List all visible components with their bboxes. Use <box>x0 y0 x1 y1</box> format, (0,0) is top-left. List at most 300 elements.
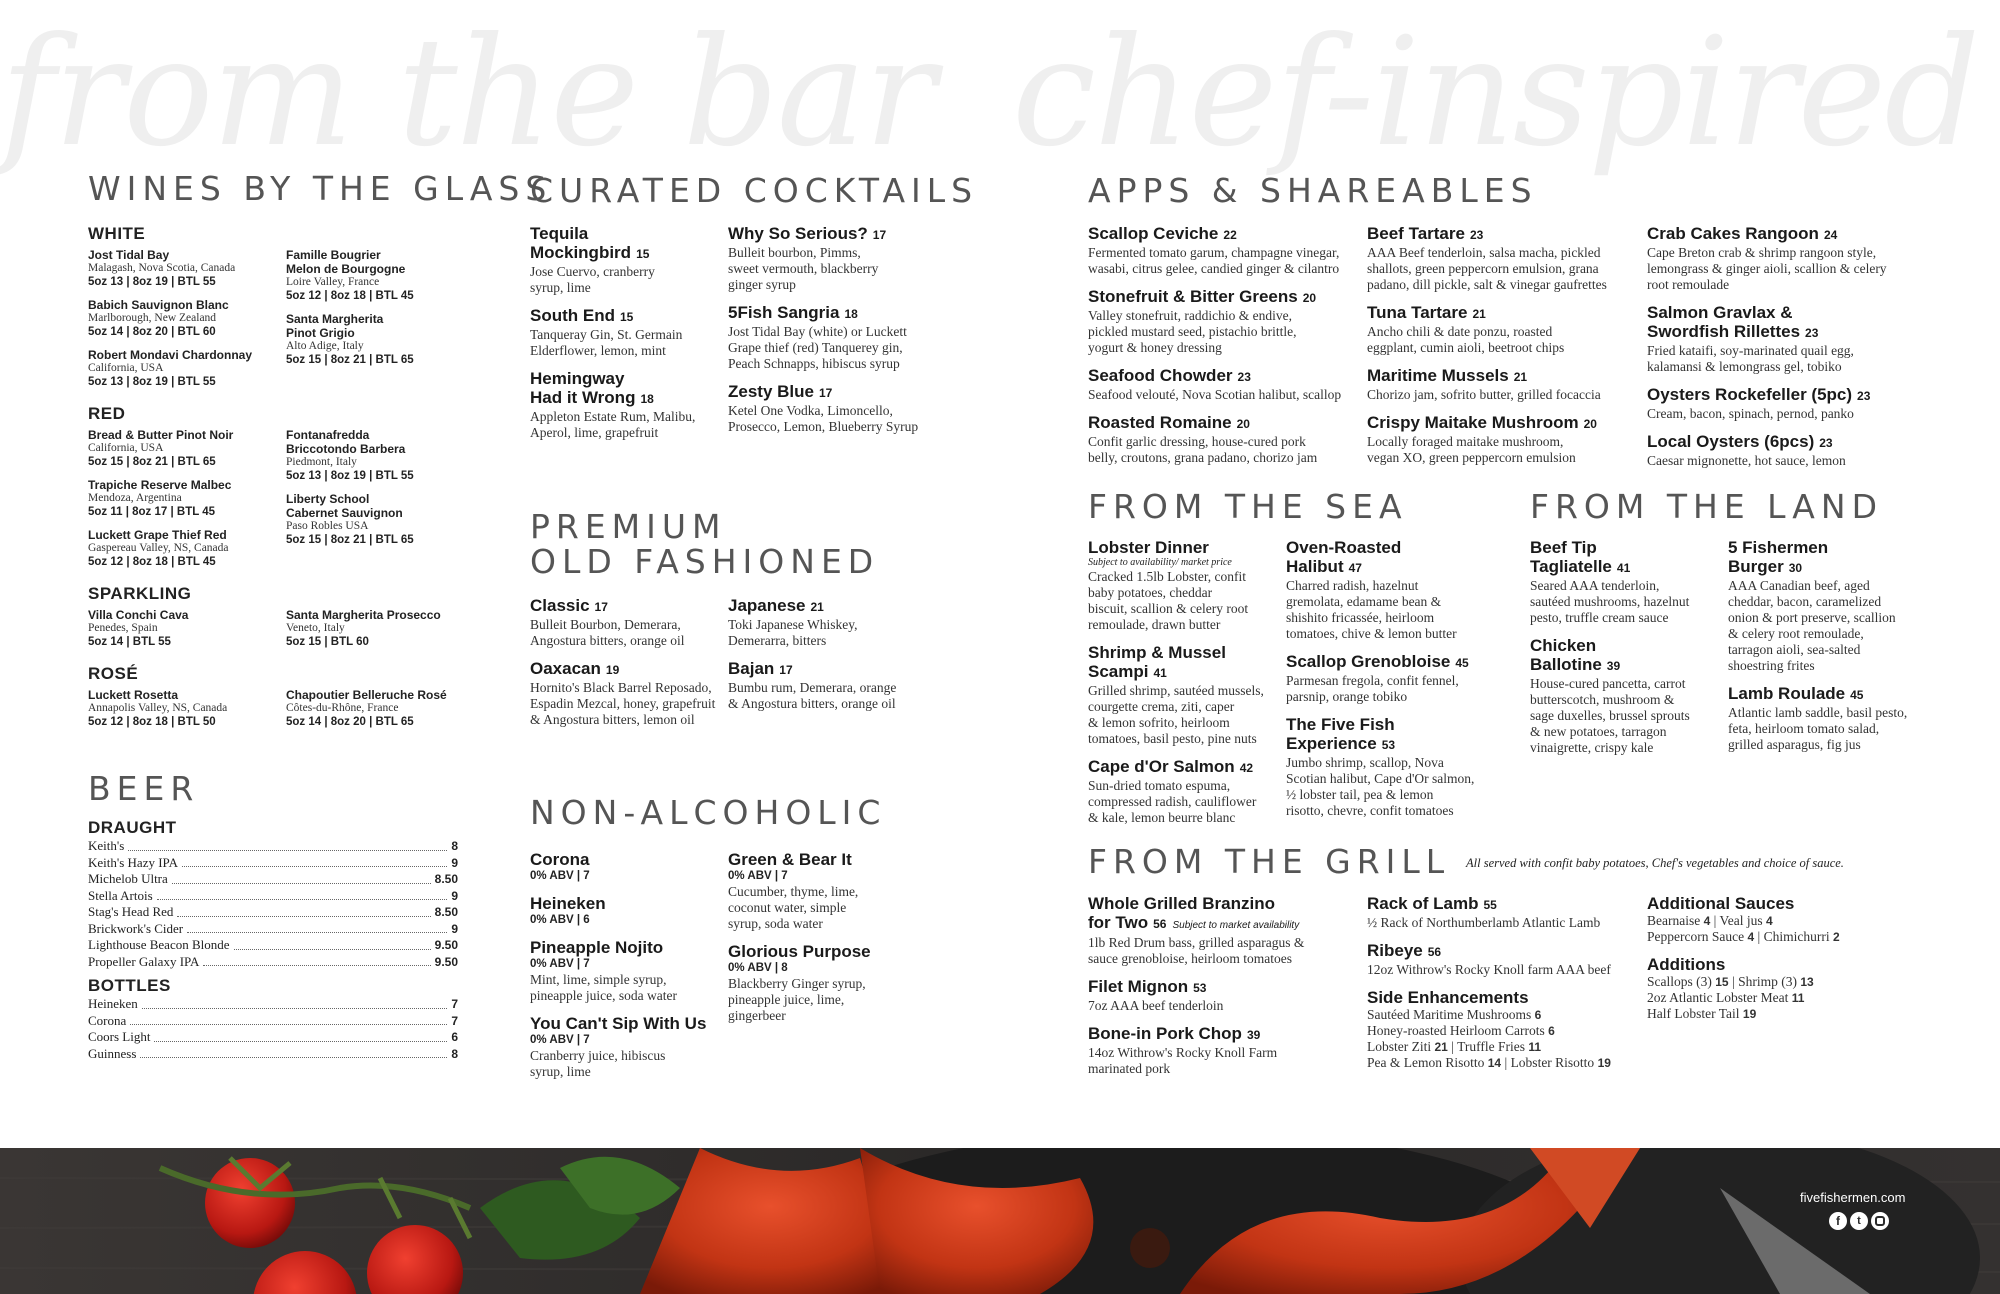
item-desc: Locally foraged maitake mushroom, vegan XO, green peppercorn emulsion <box>1367 434 1576 465</box>
beer-price: 9.50 <box>434 954 458 969</box>
line-text: Bearnaise <box>1647 913 1704 928</box>
facebook-icon[interactable]: f <box>1829 1212 1847 1230</box>
menu-item <box>728 659 928 712</box>
wine-region: Loire Valley, France <box>286 276 380 288</box>
beer-name: Propeller Galaxy IPA <box>88 953 200 969</box>
item-price: 47 <box>1348 561 1362 575</box>
cocktails-title: CURATED COCKTAILS <box>530 171 979 210</box>
wine-name: Robert Mondavi Chardonnay <box>88 348 253 362</box>
menu-item <box>1530 538 1725 626</box>
beer-name: Lighthouse Beacon Blonde <box>88 937 230 952</box>
menu-item <box>1286 715 1486 819</box>
wine-column <box>286 428 484 578</box>
beer-row <box>88 921 458 938</box>
price-line: Lobster Ziti 21 | Truffle Fries 11 <box>1367 1039 1542 1054</box>
wine-group-label: SPARKLING <box>88 584 192 603</box>
item-desc: Mint, lime, simple syrup, pineapple juice, soda water <box>530 972 677 1003</box>
old-fashioned-title: PREMIUM OLD FASHIONED <box>530 507 880 581</box>
wine-price: 5oz 15 | 8oz 21 | BTL 65 <box>88 456 216 468</box>
beer-row <box>88 871 458 888</box>
wine-region: Malagash, Nova Scotia, Canada <box>88 262 236 274</box>
sea-col-2 <box>1286 538 1486 829</box>
item-price: 19 <box>605 663 620 677</box>
item-name: Beef Tip Tagliatelle 41 <box>1530 538 1631 576</box>
line-text: Lobster Ziti <box>1367 1039 1435 1054</box>
item-name: Oysters Rockefeller (5pc) 23 <box>1647 385 1871 404</box>
beer-name: Heineken <box>88 996 138 1011</box>
beer-price: 8.50 <box>434 872 458 886</box>
wine-column <box>88 608 286 658</box>
item-desc: Charred radish, hazelnut gremolata, edamame bean & shishito fricassée, heirloom tomatoes, chive & lemon butter <box>1286 578 1457 641</box>
item-price: 23 <box>1805 326 1819 340</box>
item-desc: Grilled shrimp, sautéed mussels, courgette crema, ziti, caper & lemon sofrito, heirloom tomatoes, basil pesto, pine nuts <box>1088 683 1264 746</box>
side-enhancements-list <box>1367 1007 1642 1071</box>
wine-item <box>88 428 286 469</box>
leader-dots <box>154 1041 447 1042</box>
menu-item <box>1367 941 1642 978</box>
wine-region: Mendoza, Argentina <box>88 492 182 504</box>
wine-name: Liberty School Cabernet Sauvignon <box>286 492 403 520</box>
instagram-icon[interactable] <box>1871 1212 1889 1230</box>
leader-dots <box>140 1057 447 1058</box>
item-price: 20 <box>1302 291 1317 305</box>
wine-group-label: WHITE <box>88 224 146 243</box>
item-desc: Tanqueray Gin, St. Germain Elderflower, lemon, mint <box>530 327 683 358</box>
menu-item <box>1728 684 1928 753</box>
wine-price: 5oz 13 | 8oz 19 | BTL 55 <box>88 376 216 388</box>
side-enhancements-title: Side Enhancements <box>1367 988 1529 1007</box>
item-note: Subject to market availability <box>1172 920 1300 931</box>
item-price: 45 <box>1850 688 1864 702</box>
item-desc: Seafood velouté, Nova Scotian halibut, scallop <box>1088 387 1342 402</box>
menu-item <box>1088 977 1363 1014</box>
item-desc: Cucumber, thyme, lime, coconut water, simple syrup, soda water <box>728 884 859 931</box>
item-desc: Cream, bacon, spinach, pernod, panko <box>1647 406 1854 421</box>
item-desc: Jumbo shrimp, scallop, Nova Scotian halibut, Cape d'Or salmon, ½ lobster tail, pea & lemon risotto, chevre, confit tomatoes <box>1286 755 1475 818</box>
line-text: Honey-roasted Heirloom Carrots <box>1367 1023 1549 1038</box>
item-abv: 0% ABV | 7 <box>530 870 590 882</box>
draught-label: DRAUGHT <box>88 818 177 837</box>
menu-item <box>1728 538 1928 674</box>
item-name: Bajan 17 <box>728 659 793 678</box>
wine-column <box>88 428 286 578</box>
social-icons <box>1829 1212 1889 1230</box>
item-desc: House-cured pancetta, carrot butterscotch, mushroom & sage duxelles, brussel sprouts & new potatoes, tarragon vinaigrette, crispy kale <box>1530 676 1690 755</box>
beer-row <box>88 996 458 1013</box>
line-price: 2 <box>1832 930 1840 944</box>
item-price: 23 <box>1819 436 1833 450</box>
apps-title: APPS & SHAREABLES <box>1088 171 1538 210</box>
wine-price: 5oz 12 | 8oz 18 | BTL 45 <box>286 290 414 302</box>
item-price: 15 <box>636 247 650 261</box>
menu-item <box>1647 303 1922 375</box>
item-price: 39 <box>1606 659 1621 673</box>
wine-price: 5oz 13 | 8oz 19 | BTL 55 <box>88 276 216 288</box>
item-price: 39 <box>1246 1028 1261 1042</box>
beer-price: 9 <box>451 921 458 936</box>
old-fashioned-left <box>530 596 725 738</box>
item-desc: Appleton Estate Rum, Malibu, Aperol, lime, grapefruit <box>530 409 696 440</box>
item-price: 21 <box>1472 307 1486 321</box>
wine-region: Veneto, Italy <box>286 622 345 634</box>
menu-item <box>1088 287 1363 356</box>
item-desc: Fried kataifi, soy-marinated quail egg, kalamansi & lemongrass gel, tobiko <box>1647 343 1854 374</box>
item-name: Chicken Ballotine 39 <box>1530 636 1621 674</box>
item-price: 17 <box>594 600 608 614</box>
bottles-label: BOTTLES <box>88 976 171 995</box>
item-name: Oaxacan 19 <box>530 659 620 678</box>
wine-item <box>88 688 286 729</box>
item-name: Tuna Tartare 21 <box>1367 303 1486 322</box>
beer-title: BEER <box>88 769 200 808</box>
beer-row <box>88 1029 458 1046</box>
beer-name: Keith's <box>88 838 125 853</box>
menu-item <box>1088 366 1363 403</box>
twitter-icon[interactable]: t <box>1850 1212 1868 1230</box>
item-desc: 1lb Red Drum bass, grilled asparagus & sauce grenobloise, heirloom tomatoes <box>1088 935 1305 966</box>
menu-item <box>1367 413 1642 466</box>
beer-name: Keith's Hazy IPA <box>88 854 178 870</box>
line-text: Half Lobster Tail <box>1647 1006 1743 1021</box>
item-name: Lamb Roulade 45 <box>1728 684 1864 703</box>
footer-photo-band <box>0 1148 2000 1294</box>
item-name: Zesty Blue 17 <box>728 382 833 401</box>
wine-price: 5oz 11 | 8oz 17 | BTL 45 <box>88 506 216 518</box>
leader-dots <box>130 1024 447 1025</box>
wine-name: Famille Bougrier Melon de Bourgogne <box>286 248 406 276</box>
wine-region: Côtes-du-Rhône, France <box>286 702 399 714</box>
wine-name: Chapoutier Belleruche Rosé <box>286 688 447 702</box>
wine-region: California, USA <box>88 362 164 374</box>
wine-price: 5oz 13 | 8oz 19 | BTL 55 <box>286 470 414 482</box>
line-price: 13 <box>1800 975 1814 989</box>
item-name: Crab Cakes Rangoon 24 <box>1647 224 1838 243</box>
item-desc: ½ Rack of Northumberlamb Atlantic Lamb <box>1367 915 1601 930</box>
grill-col-1 <box>1088 894 1363 1087</box>
grill-col-3 <box>1647 894 1927 1022</box>
cocktails-left <box>530 224 725 451</box>
item-desc: Bulleit bourbon, Pimms, sweet vermouth, blackberry ginger syrup <box>728 245 879 292</box>
wine-name: Babich Sauvignon Blanc <box>88 298 229 312</box>
item-abv: 0% ABV | 7 <box>530 1034 590 1046</box>
item-price: 41 <box>1616 561 1631 575</box>
item-desc: Parmesan fregola, confit fennel, parsnip, orange tobiko <box>1286 673 1459 704</box>
leader-dots <box>157 899 448 900</box>
menu-item <box>728 303 928 372</box>
wine-region: Piedmont, Italy <box>286 456 357 468</box>
wine-price: 5oz 15 | 8oz 21 | BTL 65 <box>286 354 414 366</box>
item-price: 41 <box>1153 666 1167 680</box>
line-price: 6 <box>1548 1024 1555 1038</box>
item-name: Rack of Lamb 55 <box>1367 894 1497 913</box>
item-desc: Sun-dried tomato espuma, compressed radish, cauliflower & kale, lemon beurre blanc <box>1088 778 1257 825</box>
beer-price: 8.50 <box>434 905 458 919</box>
item-price: 45 <box>1455 656 1469 670</box>
draught-list <box>88 838 458 970</box>
item-abv: 0% ABV | 7 <box>530 958 590 970</box>
wine-region: Marlborough, New Zealand <box>88 312 217 324</box>
item-name: Glorious Purpose <box>728 942 871 961</box>
item-price: 23 <box>1237 370 1251 384</box>
item-price: 53 <box>1193 981 1207 995</box>
price-line <box>1367 1007 1642 1023</box>
line-price: 21 <box>1434 1040 1448 1054</box>
item-price: 21 <box>1513 370 1528 384</box>
wine-name: Villa Conchi Cava <box>88 608 189 622</box>
item-price: 55 <box>1483 898 1497 912</box>
leader-dots <box>128 850 447 851</box>
beer-price: 7 <box>451 1013 458 1028</box>
beer-row <box>88 1013 458 1030</box>
menu-item <box>728 850 928 932</box>
menu-item <box>1088 643 1283 747</box>
wine-name: Santa Margherita Prosecco <box>286 608 441 622</box>
line-text: Truffle Fries <box>1457 1039 1529 1054</box>
wine-group-label: RED <box>88 404 126 423</box>
menu-item <box>530 596 725 649</box>
non-alcoholic-left <box>530 850 725 1090</box>
wine-column <box>286 608 484 658</box>
line-text: 2oz Atlantic Lobster Meat <box>1647 990 1792 1005</box>
item-name: The Five Fish Experience 53 <box>1286 715 1396 753</box>
wine-column <box>286 248 484 398</box>
menu-item <box>1088 538 1283 633</box>
line-text: Sautéed Maritime Mushrooms <box>1367 1007 1535 1022</box>
item-desc: Ketel One Vodka, Limoncello, Prosecco, Lemon, Blueberry Syrup <box>728 403 919 434</box>
item-desc: Bulleit Bourbon, Demerara, Angostura bitters, orange oil <box>530 617 685 648</box>
beer-price: 7 <box>451 997 458 1011</box>
grill-col-2 <box>1367 894 1642 1071</box>
item-desc: Seared AAA tenderloin, sautéed mushrooms, hazelnut pesto, truffle cream sauce <box>1530 578 1690 625</box>
wine-price: 5oz 14 | 8oz 20 | BTL 60 <box>88 326 216 338</box>
menu-item <box>530 894 725 928</box>
menu-item <box>728 596 928 649</box>
wine-price: 5oz 12 | 8oz 18 | BTL 50 <box>88 716 216 728</box>
line-text: Scallops (3) <box>1647 974 1716 989</box>
item-desc: AAA Beef tenderloin, salsa macha, pickled shallots, green peppercorn emulsion, grana padano, dill pickle, salt & vinegar gaufrettes <box>1367 245 1607 292</box>
leader-dots <box>182 866 447 867</box>
line-text: Chimichurri <box>1763 929 1833 944</box>
leader-dots <box>142 1008 448 1009</box>
item-price: 21 <box>810 600 824 614</box>
wine-name: Jost Tidal Bay <box>88 248 170 262</box>
wine-name: Luckett Grape Thief Red <box>88 528 227 542</box>
item-name: Local Oysters (6pcs) 23 <box>1647 432 1833 451</box>
additional-sauces-title: Additional Sauces <box>1647 894 1795 913</box>
beer-name: Stag's Head Red <box>88 904 174 919</box>
line-text: Shrimp (3) <box>1738 974 1801 989</box>
item-name: Stonefruit & Bitter Greens 20 <box>1088 287 1317 306</box>
wine-item <box>286 428 484 483</box>
item-name: Filet Mignon 53 <box>1088 977 1207 996</box>
item-name: Classic 17 <box>530 596 608 615</box>
item-price: 17 <box>779 663 793 677</box>
item-name: Why So Serious? 17 <box>728 224 887 243</box>
bottles-list <box>88 996 458 1062</box>
backdrop-chef-inspired: chef-inspired <box>1012 6 1979 180</box>
apps-col-3 <box>1647 224 1922 479</box>
beer-row <box>88 904 458 921</box>
item-desc: Cranberry juice, hibiscus syrup, lime <box>530 1048 666 1079</box>
menu-item <box>1367 303 1642 356</box>
additional-sauces-list <box>1647 913 1927 945</box>
leader-dots <box>172 883 431 884</box>
land-col-1 <box>1530 538 1725 766</box>
item-name: Roasted Romaine 20 <box>1088 413 1250 432</box>
leader-dots <box>187 932 447 933</box>
wine-group <box>88 608 488 658</box>
item-desc: Blackberry Ginger syrup, pineapple juice, lime, gingerbeer <box>728 976 866 1023</box>
wine-item <box>88 348 286 389</box>
item-abv: 0% ABV | 8 <box>728 962 788 974</box>
wine-region: Penedes, Spain <box>88 622 158 634</box>
menu-item <box>1088 757 1283 826</box>
item-desc: AAA Canadian beef, aged cheddar, bacon, caramelized onion & port preserve, scallion & celery root remoulade, tarragon aioli, sea-salted shoestring frites <box>1728 578 1896 673</box>
item-name: Shrimp & Mussel Scampi 41 <box>1088 643 1226 681</box>
item-abv: 0% ABV | 7 <box>728 870 788 882</box>
beer-row <box>88 855 458 872</box>
item-abv: 0% ABV | 6 <box>530 914 590 926</box>
item-desc: Jost Tidal Bay (white) or Luckett Grape thief (red) Tanquerey gin, Peach Schnapps, hibiscus syrup <box>728 324 907 371</box>
item-desc: Atlantic lamb saddle, basil pesto, feta, heirloom tomato salad, grilled asparagus, fig jus <box>1728 705 1908 752</box>
item-name: Bone-in Pork Chop 39 <box>1088 1024 1261 1043</box>
item-name: South End 15 <box>530 306 634 325</box>
item-name: Oven-Roasted Halibut 47 <box>1286 538 1402 576</box>
leader-dots <box>177 916 430 917</box>
backdrop-from-the-bar: from the bar <box>0 6 934 180</box>
menu-item <box>1088 413 1363 466</box>
item-name: 5Fish Sangria 18 <box>728 303 858 322</box>
item-desc: Cape Breton crab & shrimp rangoon style, lemongrass & ginger aioli, scallion & celery root remoulade <box>1647 245 1887 292</box>
website-link[interactable]: fivefishermen.com <box>1800 1190 1906 1205</box>
line-price: 4 <box>1766 914 1773 928</box>
line-text: Pea & Lemon Risotto <box>1367 1055 1488 1070</box>
beer-name: Corona <box>88 1012 127 1028</box>
menu-item <box>1647 432 1922 469</box>
beer-price: 6 <box>451 1030 458 1044</box>
beer-price: 8 <box>451 1046 458 1061</box>
wines-section <box>88 224 488 744</box>
grill-note: All served with confit baby potatoes, Chef's vegetables and choice of sauce. <box>1466 856 1844 870</box>
apps-col-1 <box>1088 224 1363 476</box>
leader-dots <box>203 965 430 966</box>
item-name: Lobster Dinner <box>1088 538 1209 557</box>
item-name: Beef Tartare 23 <box>1367 224 1484 243</box>
beer-name: Coors Light <box>88 1029 151 1044</box>
menu-item <box>530 224 725 296</box>
item-price: 56 <box>1427 945 1442 959</box>
item-name: Green & Bear It <box>728 850 852 869</box>
item-desc: 12oz Withrow's Rocky Knoll farm AAA beef <box>1367 962 1611 977</box>
item-price: 23 <box>1469 228 1484 242</box>
menu-item <box>530 850 725 884</box>
menu-item <box>728 382 928 435</box>
land-col-2 <box>1728 538 1928 763</box>
item-name: Crispy Maitake Mushroom 20 <box>1367 413 1597 432</box>
item-desc: Chorizo jam, sofrito butter, grilled focaccia <box>1367 387 1601 402</box>
item-name: Cape d'Or Salmon 42 <box>1088 757 1254 776</box>
line-text: Lobster Risotto <box>1510 1055 1598 1070</box>
item-note: Subject to availability/ market price <box>1088 557 1232 568</box>
beer-name: Michelob Ultra <box>88 871 168 886</box>
wine-region: Alto Adige, Italy <box>286 340 364 352</box>
wine-column <box>88 688 286 738</box>
item-name: Tequila Mockingbird 15 <box>530 224 650 262</box>
line-price: 19 <box>1742 1007 1757 1021</box>
wine-name: Santa Margherita Pinot Grigio <box>286 312 384 340</box>
menu-item <box>530 369 725 441</box>
price-line <box>1647 1006 1927 1022</box>
line-price: 4 <box>1747 930 1755 944</box>
item-price: 17 <box>818 386 833 400</box>
beer-section <box>88 818 458 1062</box>
menu-item <box>1088 1024 1363 1077</box>
leader-dots <box>234 949 431 950</box>
item-desc: Jose Cuervo, cranberry syrup, lime <box>530 264 655 295</box>
menu-item <box>530 659 725 728</box>
wine-group <box>88 428 488 578</box>
wine-item <box>286 492 484 547</box>
item-price: 42 <box>1239 761 1254 775</box>
item-price: 20 <box>1236 417 1250 431</box>
item-name: Hemingway Had it Wrong 18 <box>530 369 654 407</box>
sea-col-1 <box>1088 538 1283 836</box>
price-line <box>1647 990 1927 1006</box>
beer-row <box>88 937 458 954</box>
beer-row <box>88 954 458 971</box>
item-price: 20 <box>1583 417 1597 431</box>
wine-region: Gaspereau Valley, NS, Canada <box>88 542 229 554</box>
item-name: Whole Grilled Branzino for Two 56 Subject to market availability <box>1088 894 1300 932</box>
menu-item <box>1367 894 1642 931</box>
beer-price: 9.50 <box>434 938 458 952</box>
item-price: 18 <box>640 392 654 406</box>
price-line: Pea & Lemon Risotto 14 | Lobster Risotto 19 <box>1367 1055 1611 1070</box>
wine-price: 5oz 14 | 8oz 20 | BTL 65 <box>286 716 414 728</box>
cocktails-right <box>728 224 928 445</box>
item-price: 53 <box>1381 738 1396 752</box>
item-price: 22 <box>1223 228 1237 242</box>
menu-item <box>1286 538 1486 642</box>
line-price: 4 <box>1703 914 1711 928</box>
price-line <box>1367 1023 1642 1039</box>
price-line: Bearnaise 4 | Veal jus 4 <box>1647 913 1773 928</box>
beer-row <box>88 888 458 905</box>
item-desc: Hornito's Black Barrel Reposado, Espadin Mezcal, honey, grapefruit & Angostura bitters, lemon oil <box>530 680 716 727</box>
item-desc: Confit garlic dressing, house-cured pork belly, croutons, grana padano, chorizo jam <box>1088 434 1318 465</box>
item-name: Maritime Mussels 21 <box>1367 366 1528 385</box>
menu-item <box>1286 652 1486 705</box>
apps-col-2 <box>1367 224 1642 476</box>
menu-item <box>1367 224 1642 293</box>
non-alcoholic-right <box>728 850 928 1034</box>
additions-list <box>1647 974 1927 1022</box>
item-desc: Caesar mignonette, hot sauce, lemon <box>1647 453 1846 468</box>
item-price: 15 <box>619 310 634 324</box>
wine-price: 5oz 14 | BTL 55 <box>88 636 171 648</box>
line-price: 11 <box>1791 991 1805 1005</box>
item-name: Salmon Gravlax & Swordfish Rillettes 23 <box>1647 303 1819 341</box>
wine-price: 5oz 15 | BTL 60 <box>286 636 369 648</box>
wine-group <box>88 688 488 738</box>
item-desc: Ancho chili & date ponzu, roasted eggplant, cumin aioli, beetroot chips <box>1367 324 1565 355</box>
item-name: Scallop Ceviche 22 <box>1088 224 1237 243</box>
menu-item <box>1647 224 1922 293</box>
wine-region: California, USA <box>88 442 164 454</box>
wine-name: Luckett Rosetta <box>88 688 179 702</box>
item-name: Corona <box>530 850 590 869</box>
beer-name: Brickwork's Cider <box>88 920 184 936</box>
